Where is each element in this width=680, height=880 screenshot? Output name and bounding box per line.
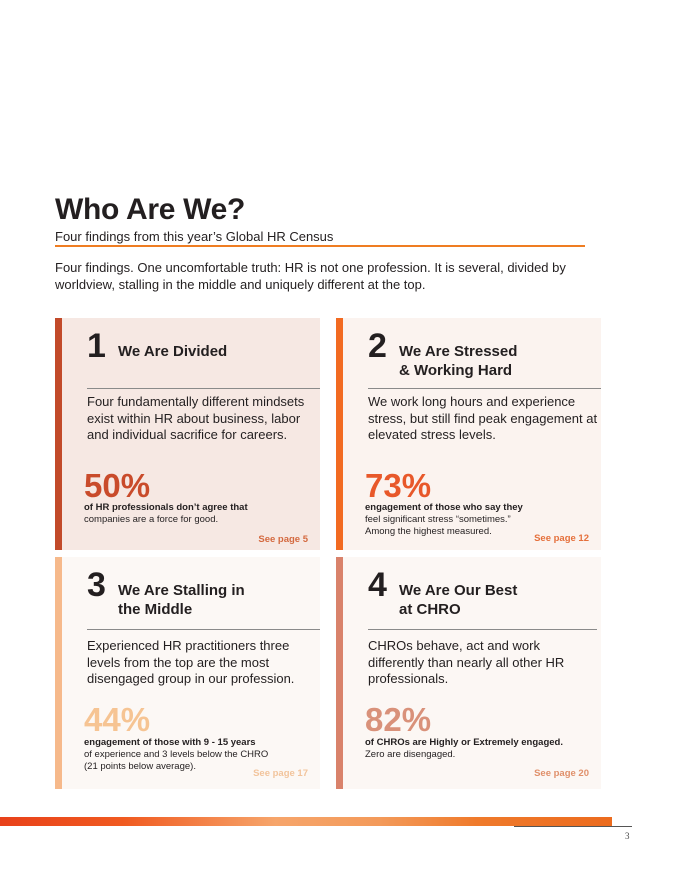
finding-body: We work long hours and experience stress, but still find peak engagement at elevated stress levels.	[368, 394, 598, 442]
card-divider	[87, 629, 320, 630]
card-accent-bar	[55, 557, 62, 789]
finding-heading	[118, 342, 227, 361]
finding-stat-caption	[84, 737, 274, 773]
card-divider	[87, 388, 320, 389]
card-accent-bar	[336, 318, 343, 550]
finding-heading-line1: We Are Stressed	[399, 343, 518, 360]
page-number: 3	[625, 831, 630, 841]
finding-heading	[399, 342, 517, 380]
finding-stat: 50%	[84, 467, 151, 504]
finding-number: 2	[368, 327, 387, 365]
finding-heading	[399, 581, 517, 619]
finding-card-3	[55, 557, 320, 789]
see-page-link[interactable]: See page 17	[253, 768, 308, 779]
finding-heading-line2: & Working Hard	[399, 362, 513, 379]
page-subtitle: Four findings from this year’s Global HR Census	[55, 229, 334, 244]
finding-body: Experienced HR practitioners three levels from the top are the most disengaged group in our profession.	[87, 638, 295, 686]
card-accent-bar	[55, 318, 62, 550]
finding-heading	[118, 581, 245, 619]
finding-card-2	[336, 318, 601, 550]
finding-heading-line2: at CHRO	[399, 601, 461, 618]
footer-gradient-bar	[0, 817, 612, 826]
stat-caption-bold: engagement of those who say they	[365, 502, 523, 513]
see-page-link[interactable]: See page 12	[534, 533, 589, 544]
footer-rule	[514, 826, 632, 827]
finding-stat-caption	[84, 502, 289, 526]
see-page-link[interactable]: See page 5	[258, 534, 308, 545]
finding-stat: 44%	[84, 701, 151, 738]
card-accent-bar	[336, 557, 343, 789]
finding-heading-line1: We Are Divided	[118, 343, 228, 360]
finding-card-1	[55, 318, 320, 550]
stat-caption-bold: of CHROs are Highly or Extremely engaged.	[365, 737, 563, 748]
finding-heading-line1: We Are Our Best	[399, 582, 518, 599]
finding-stat: 82%	[365, 701, 432, 738]
stat-caption-bold: of HR professionals don’t agree that	[84, 502, 248, 513]
card-divider	[368, 629, 597, 630]
finding-number: 1	[87, 327, 106, 365]
stat-caption-bold: engagement of those with 9 - 15 years	[84, 737, 256, 748]
finding-number: 4	[368, 566, 387, 604]
stat-caption-text: feel significant stress “sometimes.” Among the highest measured.	[365, 514, 511, 537]
stat-caption-text: Zero are disengaged.	[365, 749, 456, 760]
stat-caption-text: of experience and 3 levels below the CHRO (21 points below average).	[84, 749, 269, 772]
finding-heading-line1: We Are Stalling in	[118, 582, 245, 599]
finding-stat: 73%	[365, 467, 432, 504]
finding-stat-caption	[365, 502, 540, 538]
page-title: Who Are We?	[55, 193, 246, 226]
title-divider	[55, 245, 585, 247]
finding-body: Four fundamentally different mindsets exist within HR about business, labor and individual sacrifice for careers.	[87, 394, 305, 442]
card-divider	[368, 388, 601, 389]
finding-number: 3	[87, 566, 106, 604]
finding-body: CHROs behave, act and work differently than nearly all other HR professionals.	[368, 638, 565, 686]
finding-heading-line2: the Middle	[118, 601, 193, 618]
finding-stat-caption	[365, 737, 590, 761]
stat-caption-text: companies are a force for good.	[84, 514, 219, 525]
see-page-link[interactable]: See page 20	[534, 768, 589, 779]
intro-paragraph: Four findings. One uncomfortable truth: HR is not one profession. It is several, divided by worldview, stalling in the middle and uniquely different at the top.	[55, 260, 566, 292]
finding-card-4	[336, 557, 601, 789]
